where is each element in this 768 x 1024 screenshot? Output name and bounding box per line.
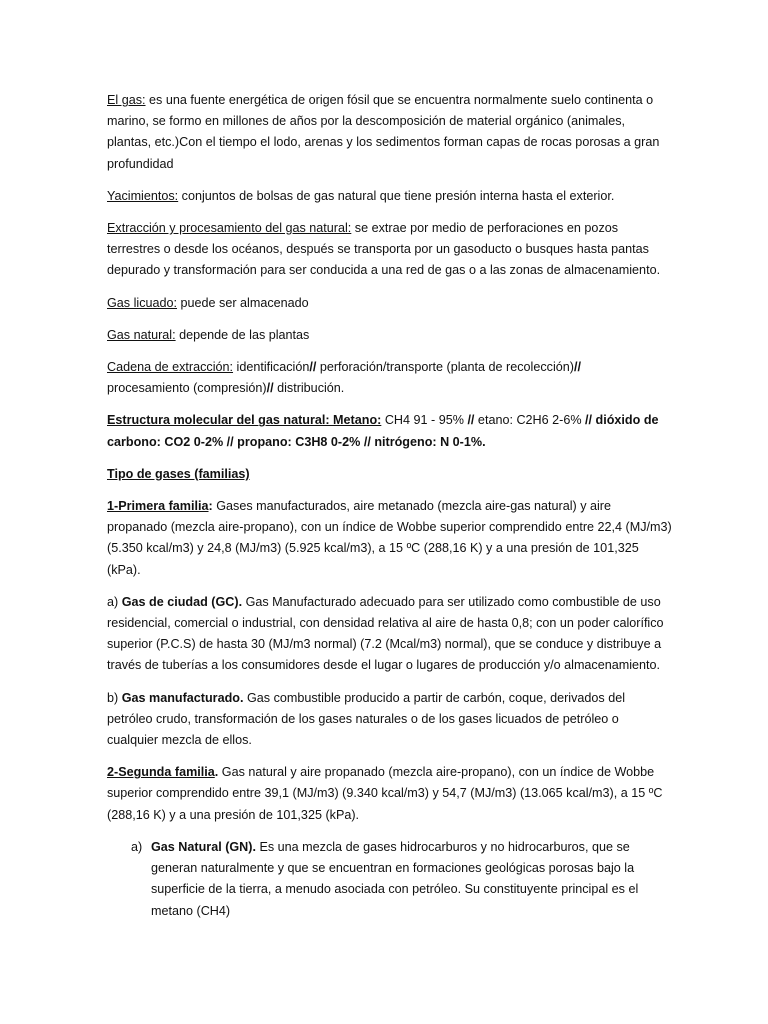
- paragraph-extraccion: [107, 218, 672, 282]
- estructura-text-4: carbono: CO2 0-2%: [107, 434, 227, 449]
- estructura-text-2: etano: C2H6 2-6%: [474, 413, 586, 428]
- term-el-gas: El gas:: [107, 93, 146, 107]
- term-estructura: Estructura molecular del gas natural: Metano:: [107, 413, 382, 428]
- paragraph-primera-familia: [107, 496, 672, 581]
- paragraph-gas-licuado: [107, 293, 672, 314]
- primera-familia-colon: :: [208, 499, 213, 514]
- term-segunda-familia: 2-Segunda familia: [107, 765, 215, 780]
- estructura-sep-1: //: [467, 413, 475, 428]
- paragraph-tipo-gases: [107, 464, 672, 485]
- text-gas-natural: depende de las plantas: [175, 327, 310, 342]
- term-yacimientos: Yacimientos:: [107, 188, 179, 203]
- text-gas-licuado: puede ser almacenado: [177, 295, 309, 310]
- paragraph-gas-manufacturado: [107, 688, 672, 752]
- paragraph-segunda-familia: [107, 762, 672, 826]
- term-gas-manufacturado: Gas manufacturado.: [121, 690, 244, 705]
- text-gas-manufacturado: Gas combustible producido a partir de carbón, coque, derivados del petróleo crudo, transformación de los gases naturales o de los gases licuados de petróleo o cualquier mezcla de ellos.: [107, 690, 626, 748]
- prefix-gas-manufacturado: b): [107, 690, 122, 705]
- estructura-text-6: nitrógeno: N 0-1%.: [370, 434, 486, 449]
- cadena-sep-1: //: [309, 360, 317, 375]
- text-el-gas: es una fuente energética de origen fósil que se encuentra normalmente suelo continenta o marino, se formo en millones de años por la descomposición de material orgánico (animales, plantas, etc.)Con el tiempo el lodo, arenas y los sedimentos forman capas de rocas porosas a gran profundidad: [107, 93, 660, 171]
- cadena-text-2: perforación/transporte (planta de recolección): [316, 360, 574, 375]
- estructura-sep-4: //: [363, 434, 371, 449]
- estructura-text-3: dióxido de: [592, 413, 659, 428]
- text-primera-familia: Gases manufacturados, aire metanado (mezcla aire-gas natural) y aire propanado (mezcla aire-propano), con un índice de Wobbe superior comprendido entre 22,4 (MJ/m3) (5.350 kcal/m3) y 24,8 (MJ/m3) (5.925 kcal/m3), a 15 ºC (288,16 K) y a una presión de 101,325 (kPa).: [107, 499, 672, 577]
- text-segunda-familia: Gas natural y aire propanado (mezcla aire-propano), con un índice de Wobbe superior comprendido entre 39,1 (MJ/m3) (9.340 kcal/m3) y 54,7 (MJ/m3) (13.065 kcal/m3), a 15 ºC (288,16 K) y a una presión de 101,325 (kPa).: [107, 765, 663, 822]
- estructura-text-5: propano: C3H8 0-2%: [233, 434, 364, 449]
- term-gas-natural-gn: Gas Natural (GN).: [151, 839, 256, 854]
- paragraph-yacimientos: [107, 186, 672, 207]
- estructura-sep-2: //: [585, 413, 593, 428]
- paragraph-estructura: [107, 410, 672, 452]
- cadena-sep-3: //: [266, 381, 274, 396]
- segunda-familia-dot: .: [214, 765, 219, 780]
- term-gas-licuado: Gas licuado:: [107, 295, 178, 310]
- term-gas-natural: Gas natural:: [107, 327, 176, 342]
- estructura-sep-3: //: [226, 434, 234, 449]
- prefix-gas-ciudad: a): [107, 594, 122, 609]
- cadena-text-4: distribución.: [273, 381, 345, 396]
- heading-tipo-gases: Tipo de gases (familias): [107, 466, 250, 481]
- gas-natural-gn-body: [151, 837, 672, 922]
- paragraph-cadena: [107, 357, 672, 399]
- text-extraccion: se extrae por medio de perforaciones en pozos terrestres o desde los océanos, después se transporta por un gasoducto o busques hasta pantas depurado y transformación para ser conducida a una red de gas o a las zonas de almacenamiento.: [107, 221, 661, 278]
- estructura-text-1: CH4 91 - 95%: [381, 413, 468, 428]
- paragraph-gas-ciudad: [107, 592, 672, 677]
- text-yacimientos: conjuntos de bolsas de gas natural que tiene presión interna hasta el exterior.: [178, 188, 615, 203]
- cadena-text-1: identificación: [233, 360, 310, 375]
- term-cadena: Cadena de extracción:: [107, 360, 234, 375]
- cadena-text-3: procesamiento (compresión): [107, 381, 267, 396]
- paragraph-gas-natural: [107, 325, 672, 346]
- paragraph-gas-natural-gn: [107, 837, 672, 922]
- text-gas-ciudad: Gas Manufacturado adecuado para ser utilizado como combustible de uso residencial, comercial o industrial, con densidad relativa al aire de hasta 0,8; con un poder calorífico superior (P.C.S) de hasta 30 (MJ/m3 normal) (7.2 (Mcal/m3) normal), que se conduce y distribuye a través de tuberías a los consumidores desde el lugar o lugares de producción y/o almacenamiento.: [107, 594, 664, 673]
- cadena-sep-2: //: [573, 360, 581, 375]
- term-primera-familia: 1-Primera familia: [107, 499, 209, 514]
- list-marker-a: a): [131, 839, 143, 854]
- term-gas-ciudad: Gas de ciudad (GC).: [121, 594, 243, 609]
- text-gas-natural-gn: Es una mezcla de gases hidrocarburos y no hidrocarburos, que se generan naturalmente y que se encuentran en formaciones geológicas porosas bajo la superficie de la tierra, a menudo asociada con petróleo. Su constituyente principal es el metano (CH4): [151, 839, 639, 918]
- paragraph-el-gas: [107, 90, 672, 175]
- term-extraccion: Extracción y procesamiento del gas natural:: [107, 221, 352, 236]
